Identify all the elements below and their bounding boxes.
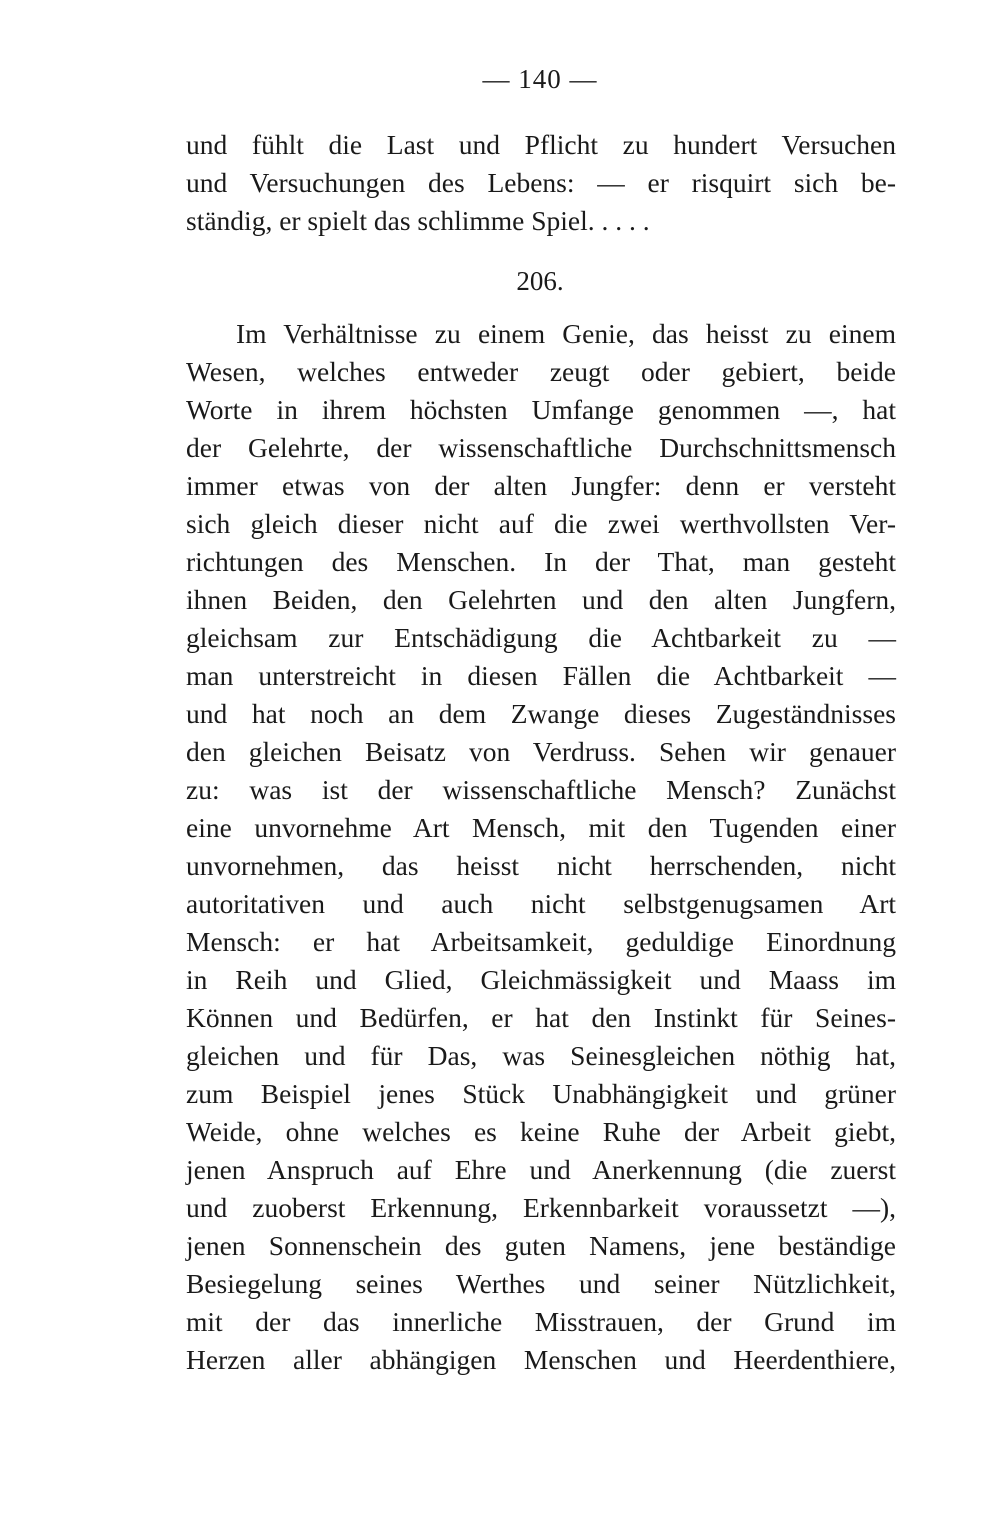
text-line: und Versuchungen des Lebens: — er risquirt sich be- xyxy=(186,167,896,198)
text-line: ihnen Beiden, den Gelehrten und den alten Jungfern, xyxy=(186,584,896,615)
text-line: autoritativen und auch nicht selbstgenugsamen Art xyxy=(186,888,896,919)
text-line: unvornehmen, das heisst nicht herrschenden, nicht xyxy=(186,850,896,881)
text-line: und fühlt die Last und Pflicht zu hundert Versuchen xyxy=(186,129,896,160)
text-line: in Reih und Glied, Gleichmässigkeit und Maass im xyxy=(186,964,896,995)
text-line: Mensch: er hat Arbeitsamkeit, geduldige Einordnung xyxy=(186,926,896,957)
text-line: jenen Sonnenschein des guten Namens, jene beständige xyxy=(186,1230,896,1261)
text-line: und zuoberst Erkennung, Erkennbarkeit voraussetzt —), xyxy=(186,1192,896,1223)
text-line: Können und Bedürfen, er hat den Instinkt für Seines- xyxy=(186,1002,896,1033)
text-line: der Gelehrte, der wissenschaftliche Durchschnittsmensch xyxy=(186,432,896,463)
section-number: 206. xyxy=(516,266,564,296)
text-line: den gleichen Beisatz von Verdruss. Sehen wir genauer xyxy=(186,736,896,767)
text-line: Worte in ihrem höchsten Umfange genommen —, hat xyxy=(186,394,896,425)
text-line: Wesen, welches entweder zeugt oder gebiert, beide xyxy=(186,356,896,387)
text-line: gleichen und für Das, was Seinesgleichen nöthig hat, xyxy=(186,1040,896,1071)
page-number: — 140 — xyxy=(482,64,598,94)
text-line: Besiegelung seines Werthes und seiner Nützlichkeit, xyxy=(186,1268,896,1299)
text-line: sich gleich dieser nicht auf die zwei werthvollsten Ver- xyxy=(186,508,896,539)
text-line: jenen Anspruch auf Ehre und Anerkennung (die zuerst xyxy=(186,1154,896,1185)
text-line: mit der das innerliche Misstrauen, der Grund im xyxy=(186,1306,896,1337)
text-line: man unterstreicht in diesen Fällen die Achtbarkeit — xyxy=(186,660,896,691)
text-line: Herzen aller abhängigen Menschen und Heerdenthiere, xyxy=(186,1344,896,1375)
text-line: Im Verhältnisse zu einem Genie, das heisst zu einem xyxy=(236,318,896,349)
text-line: und hat noch an dem Zwange dieses Zugeständnisses xyxy=(186,698,896,729)
text-line: gleichsam zur Entschädigung die Achtbarkeit zu — xyxy=(186,622,896,653)
text-line: eine unvornehme Art Mensch, mit den Tugenden einer xyxy=(186,812,896,843)
text-line: zum Beispiel jenes Stück Unabhängigkeit und grüner xyxy=(186,1078,896,1109)
text-line: immer etwas von der alten Jungfer: denn er versteht xyxy=(186,470,896,501)
text-line: zu: was ist der wissenschaftliche Mensch? Zunächst xyxy=(186,774,896,805)
text-line: Weide, ohne welches es keine Ruhe der Arbeit giebt, xyxy=(186,1116,896,1147)
text-line: richtungen des Menschen. In der That, man gesteht xyxy=(186,546,896,577)
text-line: ständig, er spielt das schlimme Spiel. . . . . xyxy=(186,205,650,236)
